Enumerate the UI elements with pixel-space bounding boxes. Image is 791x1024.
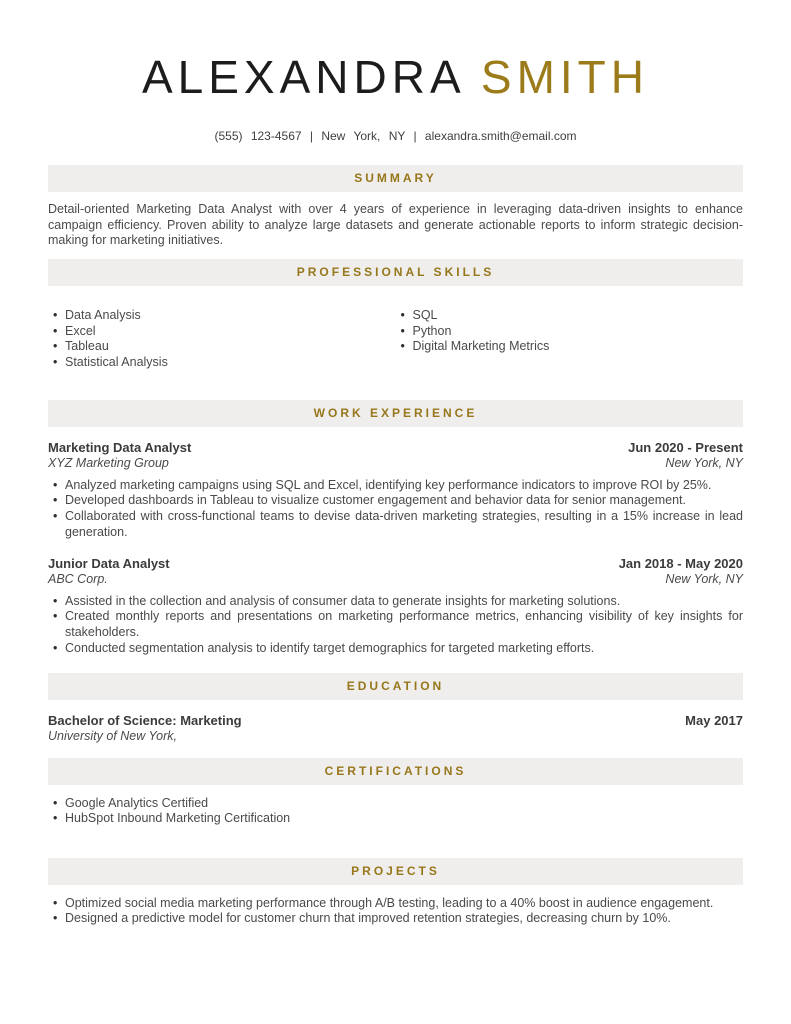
job-company: ABC Corp. xyxy=(48,572,108,587)
projects-heading: PROJECTS xyxy=(351,863,440,878)
skills-heading: PROFESSIONAL SKILLS xyxy=(296,264,495,279)
job-title: Marketing Data Analyst xyxy=(48,440,192,456)
job-bullet: • Developed dashboards in Tableau to visualize customer engagement and behavior data for senior management. xyxy=(48,493,743,509)
job-header-left xyxy=(48,440,191,472)
candidate-name xyxy=(48,50,743,105)
education-date: May 2017 xyxy=(685,713,743,729)
education-right xyxy=(685,713,743,729)
education-degree: Bachelor of Science: Marketing xyxy=(48,713,242,729)
skills-list-left xyxy=(48,308,396,370)
job-bullet: • Created monthly reports and presentations on marketing performance metrics, enhancing visibility of key insights for stakeholders. xyxy=(48,609,743,640)
candidate-last-name: SMITH xyxy=(480,51,649,103)
job-header xyxy=(48,556,743,588)
education-school: University of New York, xyxy=(48,729,177,744)
skill-item: • Digital Marketing Metrics xyxy=(396,339,744,355)
job-bullet: • Conducted segmentation analysis to identify target demographics for targeted marketing efforts. xyxy=(48,641,743,657)
skills-list-right xyxy=(396,308,744,370)
job-entry xyxy=(48,440,743,540)
project-item: • Optimized social media marketing performance through A/B testing, leading to a 40% boost in audience engagement. xyxy=(48,896,743,912)
section-education xyxy=(48,673,743,745)
job-dates: Jan 2018 - May 2020 xyxy=(618,556,743,572)
section-projects xyxy=(48,858,743,927)
job-location: New York, NY xyxy=(665,572,743,587)
projects-list xyxy=(48,896,743,927)
certifications-list xyxy=(48,796,743,827)
job-bullet-list xyxy=(48,478,743,540)
job-bullet: • Analyzed marketing campaigns using SQL and Excel, identifying key performance indicators to improve ROI by 25%. xyxy=(48,478,743,494)
section-certifications xyxy=(48,758,743,827)
skills-columns xyxy=(48,297,743,370)
job-bullet: • Assisted in the collection and analysis of consumer data to generate insights for marketing solutions. xyxy=(48,594,743,610)
certifications-heading: CERTIFICATIONS xyxy=(324,763,467,778)
job-header-right xyxy=(619,556,743,588)
job-bullet: • Collaborated with cross-functional teams to devise data-driven marketing strategies, resulting in a 15% increase in lead generation. xyxy=(48,509,743,540)
skills-heading-bar xyxy=(48,259,743,286)
job-bullet-list xyxy=(48,594,743,656)
job-dates: Jun 2020 - Present xyxy=(628,440,743,456)
skill-item: • Excel xyxy=(48,324,396,340)
job-header xyxy=(48,440,743,472)
education-left xyxy=(48,713,242,745)
job-title: Junior Data Analyst xyxy=(48,556,170,572)
summary-heading: SUMMARY xyxy=(354,171,437,186)
job-entry xyxy=(48,556,743,656)
skill-item: • Python xyxy=(396,324,744,340)
section-skills xyxy=(48,259,743,370)
skill-item: • SQL xyxy=(396,308,744,324)
job-header-left xyxy=(48,556,170,588)
experience-heading-bar xyxy=(48,400,743,427)
skill-item: • Statistical Analysis xyxy=(48,355,396,371)
summary-heading-bar xyxy=(48,165,743,192)
certifications-heading-bar xyxy=(48,758,743,785)
certification-item: • HubSpot Inbound Marketing Certification xyxy=(48,811,743,827)
job-location: New York, NY xyxy=(665,456,743,471)
education-heading: EDUCATION xyxy=(346,679,445,694)
experience-heading: WORK EXPERIENCE xyxy=(313,406,478,421)
candidate-first-name: ALEXANDRA xyxy=(141,51,464,103)
job-header-right xyxy=(628,440,743,472)
contact-line: (555) 123-4567 | New York, NY | alexandra.smith@email.com xyxy=(214,129,577,144)
section-work-experience xyxy=(48,400,743,656)
skill-item: • Tableau xyxy=(48,339,396,355)
projects-heading-bar xyxy=(48,858,743,885)
certification-item: • Google Analytics Certified xyxy=(48,796,743,812)
summary-text: Detail-oriented Marketing Data Analyst with over 4 years of experience in leveraging data-driven insights to enhance campaign efficiency. Proven ability to analyze large datasets and generate actionable reports to inform strategic decision-making for marketing initiatives. xyxy=(48,202,743,248)
education-heading-bar xyxy=(48,673,743,700)
project-item: • Designed a predictive model for customer churn that improved retention strategies, decreasing churn by 10%. xyxy=(48,911,743,927)
job-company: XYZ Marketing Group xyxy=(48,456,169,471)
education-entry xyxy=(48,713,743,745)
section-summary xyxy=(48,165,743,249)
skill-item: • Data Analysis xyxy=(48,308,396,324)
